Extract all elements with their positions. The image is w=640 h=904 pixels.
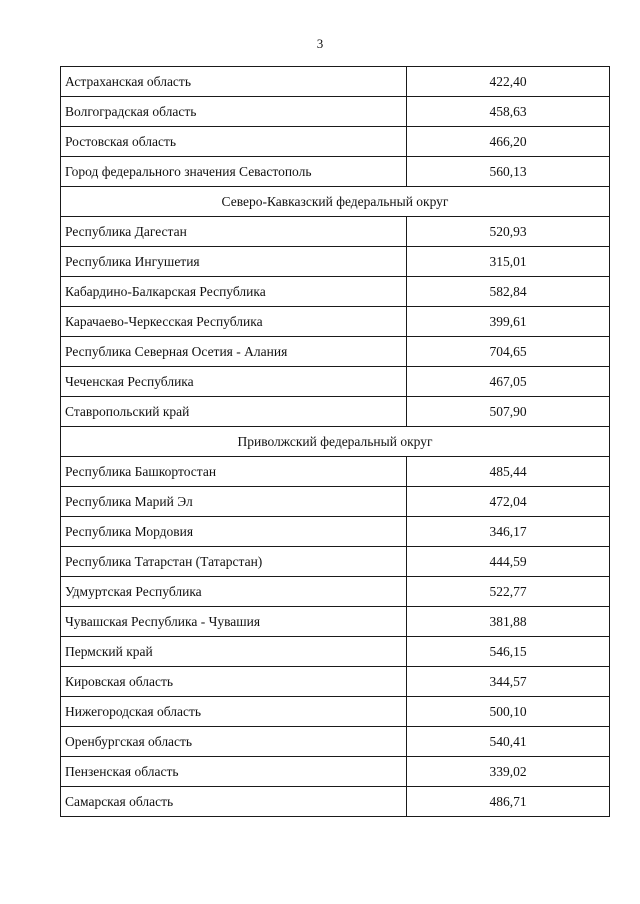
table-row [61, 97, 610, 127]
region-value: 582,84 [407, 277, 610, 307]
region-name: Республика Татарстан (Татарстан) [61, 547, 407, 577]
table-row [61, 547, 610, 577]
region-value: 500,10 [407, 697, 610, 727]
region-value: 466,20 [407, 127, 610, 157]
section-header-row [61, 427, 610, 457]
region-name: Республика Мордовия [61, 517, 407, 547]
region-name: Республика Башкортостан [61, 457, 407, 487]
table-row [61, 307, 610, 337]
region-value: 467,05 [407, 367, 610, 397]
table-row [61, 757, 610, 787]
region-value: 546,15 [407, 637, 610, 667]
region-name: Республика Ингушетия [61, 247, 407, 277]
regions-table-body [61, 67, 610, 817]
region-value: 422,40 [407, 67, 610, 97]
table-row [61, 397, 610, 427]
region-name: Пензенская область [61, 757, 407, 787]
region-name: Республика Дагестан [61, 217, 407, 247]
table-row [61, 517, 610, 547]
region-name: Пермский край [61, 637, 407, 667]
region-name: Волгоградская область [61, 97, 407, 127]
region-value: 458,63 [407, 97, 610, 127]
table-row [61, 577, 610, 607]
region-value: 485,44 [407, 457, 610, 487]
table-row [61, 727, 610, 757]
region-name: Кировская область [61, 667, 407, 697]
table-row [61, 637, 610, 667]
table-row [61, 247, 610, 277]
section-header-row [61, 187, 610, 217]
region-value: 522,77 [407, 577, 610, 607]
region-name: Республика Северная Осетия - Алания [61, 337, 407, 367]
page-number: 3 [316, 36, 324, 51]
region-value: 444,59 [407, 547, 610, 577]
region-value: 399,61 [407, 307, 610, 337]
region-value: 486,71 [407, 787, 610, 817]
table-row [61, 697, 610, 727]
table-row [61, 457, 610, 487]
region-name: Самарская область [61, 787, 407, 817]
table-row [61, 487, 610, 517]
region-name: Ростовская область [61, 127, 407, 157]
region-value: 540,41 [407, 727, 610, 757]
region-value: 704,65 [407, 337, 610, 367]
region-name: Чеченская Республика [61, 367, 407, 397]
region-value: 339,02 [407, 757, 610, 787]
region-value: 520,93 [407, 217, 610, 247]
region-name: Нижегородская область [61, 697, 407, 727]
region-name: Ставропольский край [61, 397, 407, 427]
region-value: 344,57 [407, 667, 610, 697]
region-name: Кабардино-Балкарская Республика [61, 277, 407, 307]
table-row [61, 667, 610, 697]
regions-table [60, 66, 610, 817]
table-row [61, 337, 610, 367]
table-row [61, 367, 610, 397]
region-value: 315,01 [407, 247, 610, 277]
table-row [61, 67, 610, 97]
region-name: Карачаево-Черкесская Республика [61, 307, 407, 337]
region-name: Удмуртская Республика [61, 577, 407, 607]
region-name: Чувашская Республика - Чувашия [61, 607, 407, 637]
region-name: Оренбургская область [61, 727, 407, 757]
region-value: 507,90 [407, 397, 610, 427]
region-name: Город федерального значения Севастополь [61, 157, 407, 187]
table-row [61, 157, 610, 187]
table-row [61, 217, 610, 247]
region-value: 472,04 [407, 487, 610, 517]
region-value: 346,17 [407, 517, 610, 547]
table-row [61, 787, 610, 817]
table-row [61, 127, 610, 157]
region-name: Республика Марий Эл [61, 487, 407, 517]
table-row [61, 277, 610, 307]
region-value: 560,13 [407, 157, 610, 187]
region-name: Астраханская область [61, 67, 407, 97]
region-value: 381,88 [407, 607, 610, 637]
section-title: Приволжский федеральный округ [61, 427, 610, 457]
section-title: Северо-Кавказский федеральный округ [61, 187, 610, 217]
table-row [61, 607, 610, 637]
